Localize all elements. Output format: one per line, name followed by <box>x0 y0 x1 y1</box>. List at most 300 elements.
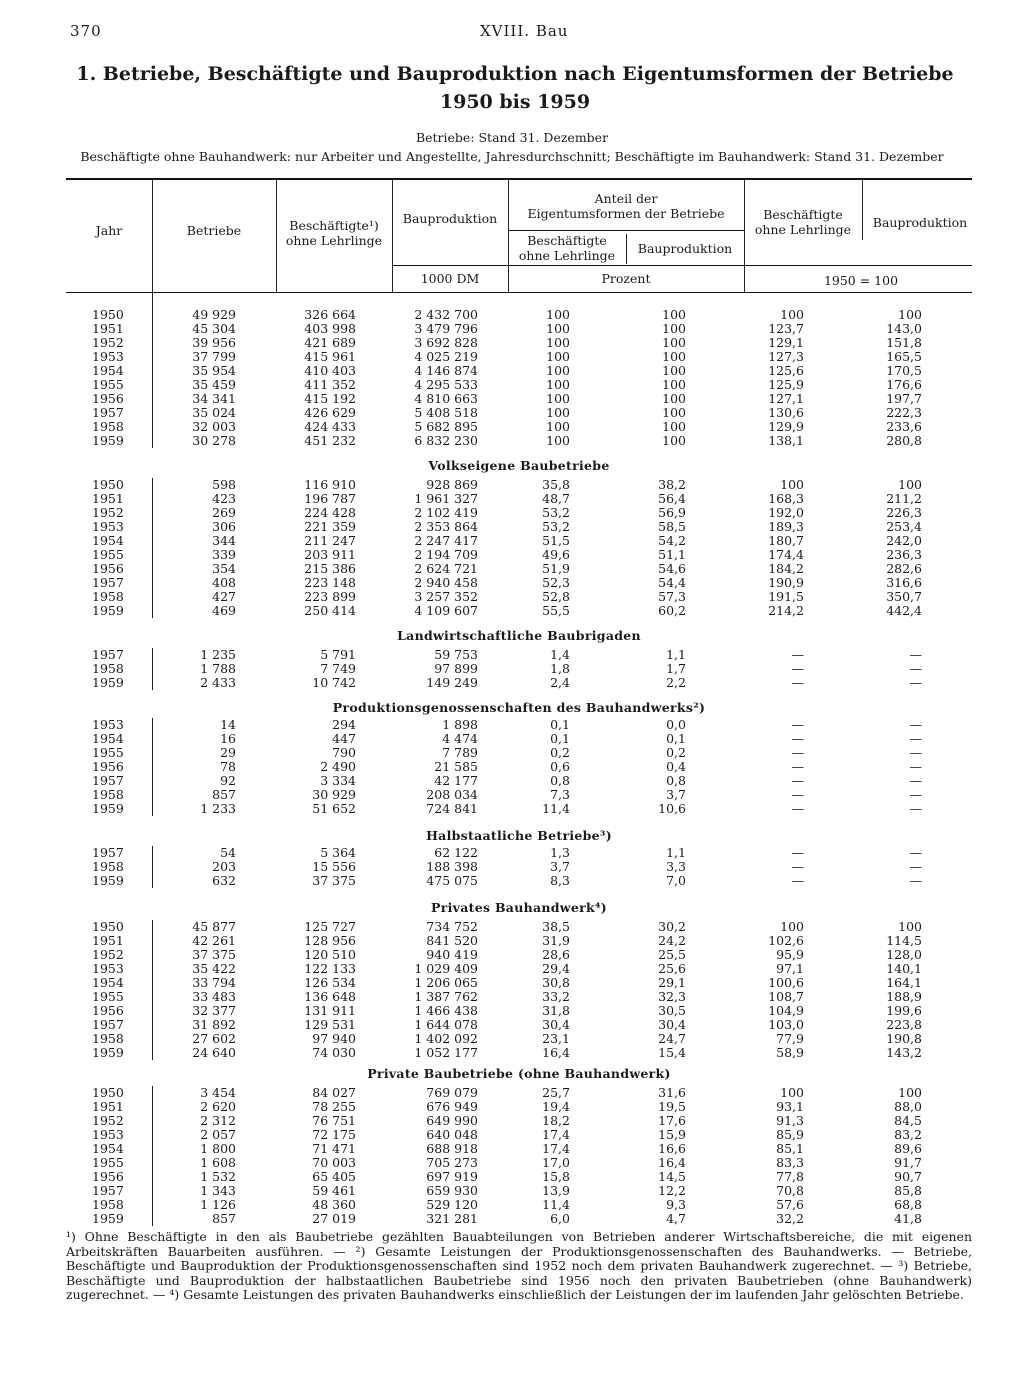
table-cell: 85,8 <box>894 1183 922 1198</box>
table-row <box>66 648 972 662</box>
table-cell: 1 233 <box>200 801 236 816</box>
table-cell: 2 433 <box>200 675 236 690</box>
table-cell: 1955 <box>92 745 124 760</box>
table-cell: 426 629 <box>304 405 356 420</box>
table-cell: 35,8 <box>542 477 570 492</box>
table-row <box>66 1004 972 1018</box>
table-row <box>66 1184 972 1198</box>
section-title: Produktionsgenossenschaften des Bauhandwerks²) <box>332 700 706 715</box>
table-cell: 151,8 <box>886 335 922 350</box>
table-cell: — <box>791 859 804 874</box>
table-row <box>66 1142 972 1156</box>
table-cell: 188 398 <box>426 859 478 874</box>
table-cell: 1957 <box>92 1183 124 1198</box>
table-cell: 126 534 <box>304 975 356 990</box>
table-cell: 5 364 <box>320 845 356 860</box>
table-cell: 4,7 <box>666 1211 686 1226</box>
table-cell: 196 787 <box>304 491 356 506</box>
table-cell: 32,2 <box>776 1211 804 1226</box>
table-cell: 45 304 <box>192 321 236 336</box>
table-cell: 316,6 <box>886 575 922 590</box>
table-cell: — <box>791 759 804 774</box>
vline-2 <box>276 180 277 292</box>
table-cell: 294 <box>332 717 356 732</box>
table-row <box>66 1170 972 1184</box>
table-cell: — <box>791 801 804 816</box>
table-row <box>66 1032 972 1046</box>
table-cell: 192,0 <box>768 505 804 520</box>
table-cell: 93,1 <box>776 1099 804 1114</box>
table-row <box>66 1046 972 1060</box>
table-cell: 31 892 <box>192 1017 236 1032</box>
table-row <box>66 364 972 378</box>
table-cell: 1956 <box>92 759 124 774</box>
table-cell: 1,3 <box>550 845 570 860</box>
page-number: 370 <box>70 22 102 40</box>
table-row <box>66 308 972 322</box>
table-cell: 1956 <box>92 1003 124 1018</box>
table-row <box>66 534 972 548</box>
table-row <box>66 392 972 406</box>
table-cell: 339 <box>212 547 236 562</box>
table-cell: 60,2 <box>658 603 686 618</box>
col-header-idx-besch-l1: Beschäftigte <box>763 207 843 222</box>
table-cell: 92 <box>220 773 236 788</box>
table-cell: 168,3 <box>768 491 804 506</box>
table-cell: 415 192 <box>304 391 356 406</box>
table-cell: 30,4 <box>542 1017 570 1032</box>
table-cell: 10,6 <box>658 801 686 816</box>
table-cell: 326 664 <box>304 307 356 322</box>
table-cell: 9,3 <box>666 1197 686 1212</box>
table-cell: 1958 <box>92 661 124 676</box>
table-cell: 32 377 <box>192 1003 236 1018</box>
table-cell: 940 419 <box>426 947 478 962</box>
table-cell: 1 343 <box>200 1183 236 1198</box>
table-cell: 49,6 <box>542 547 570 562</box>
col-header-idx-besch-l2: ohne Lehrlinge <box>754 222 852 237</box>
table-cell: 33 483 <box>192 989 236 1004</box>
table-cell: 427 <box>212 589 236 604</box>
table-cell: 688 918 <box>426 1141 478 1156</box>
table-cell: 403 998 <box>304 321 356 336</box>
table-cell: 734 752 <box>426 919 478 934</box>
table-cell: 4 025 219 <box>414 349 478 364</box>
table-cell: 56,9 <box>658 505 686 520</box>
table-cell: 1954 <box>92 363 124 378</box>
section-vline <box>152 478 153 618</box>
table-cell: 15,9 <box>658 1127 686 1142</box>
table-cell: 17,4 <box>542 1127 570 1142</box>
table-cell: 1959 <box>92 433 124 448</box>
table-cell: 74 030 <box>312 1045 356 1060</box>
table-cell: 70 003 <box>312 1155 356 1170</box>
table-cell: — <box>909 647 922 662</box>
table-cell: 1954 <box>92 533 124 548</box>
table-cell: 56,4 <box>658 491 686 506</box>
table-row <box>66 1086 972 1100</box>
table-cell: 3 454 <box>200 1085 236 1100</box>
table-cell: 108,7 <box>768 989 804 1004</box>
table-cell: 928 869 <box>426 477 478 492</box>
table-cell: 143,0 <box>886 321 922 336</box>
table-cell: 2 620 <box>200 1099 236 1114</box>
table-cell: 31,8 <box>542 1003 570 1018</box>
table-cell: 2,2 <box>666 675 686 690</box>
section-title: Privates Bauhandwerk⁴) <box>431 900 607 915</box>
table-cell: 0,1 <box>550 731 570 746</box>
table-cell: 350,7 <box>886 589 922 604</box>
table-cell: 17,4 <box>542 1141 570 1156</box>
section-title: Landwirtschaftliche Baubrigaden <box>397 628 641 643</box>
table-row <box>66 846 972 860</box>
table-cell: 120 510 <box>304 947 356 962</box>
table-cell: 100 <box>546 405 570 420</box>
table-cell: 5 682 895 <box>414 419 478 434</box>
table-cell: 1951 <box>92 491 124 506</box>
table-cell: — <box>909 759 922 774</box>
table-cell: — <box>791 773 804 788</box>
page-header <box>70 22 980 42</box>
table-cell: 100 <box>662 419 686 434</box>
table-row <box>66 434 972 448</box>
table-cell: 191,5 <box>768 589 804 604</box>
table-row <box>66 420 972 434</box>
table-cell: 70,8 <box>776 1183 804 1198</box>
table-cell: 28,6 <box>542 947 570 962</box>
vline-3 <box>392 180 393 292</box>
table-cell: 100 <box>546 377 570 392</box>
table-cell: — <box>791 661 804 676</box>
table-cell: 1956 <box>92 561 124 576</box>
table-cell: 1958 <box>92 787 124 802</box>
table-cell: 51,1 <box>658 547 686 562</box>
table-cell: 1958 <box>92 859 124 874</box>
table-row <box>66 1212 972 1226</box>
table-cell: 1959 <box>92 873 124 888</box>
col-header-bauproduktion: Bauproduktion <box>402 211 498 226</box>
table-cell: 100 <box>662 349 686 364</box>
table-cell: 189,3 <box>768 519 804 534</box>
table-cell: 116 910 <box>304 477 356 492</box>
table-cell: 203 <box>212 859 236 874</box>
table-cell: 841 520 <box>426 933 478 948</box>
table-cell: 1951 <box>92 321 124 336</box>
table-cell: — <box>791 845 804 860</box>
col-header-beschaeftigte-l2: ohne Lehrlinge <box>285 233 383 248</box>
table-row <box>66 1018 972 1032</box>
table-cell: 1959 <box>92 603 124 618</box>
table-cell: 51 652 <box>312 801 356 816</box>
table-cell: 3,7 <box>550 859 570 874</box>
table-cell: 123,7 <box>768 321 804 336</box>
table-cell: 203 911 <box>304 547 356 562</box>
table-cell: 54,4 <box>658 575 686 590</box>
table-row <box>66 874 972 888</box>
table-cell: 1953 <box>92 1127 124 1142</box>
table-cell: 14 <box>220 717 236 732</box>
table-cell: 39 956 <box>192 335 236 350</box>
table-cell: 223,8 <box>886 1017 922 1032</box>
table-cell: 1959 <box>92 1211 124 1226</box>
table-cell: 190,9 <box>768 575 804 590</box>
col-header-anteil <box>508 191 744 221</box>
col-header-betriebe: Betriebe <box>186 223 242 238</box>
table-cell: 1955 <box>92 1155 124 1170</box>
table-cell: 71 471 <box>312 1141 356 1156</box>
table-cell: 100 <box>662 377 686 392</box>
table-cell: 208 034 <box>426 787 478 802</box>
table-row <box>66 406 972 420</box>
table-row <box>66 336 972 350</box>
table-cell: 78 255 <box>312 1099 356 1114</box>
table-cell: 30 278 <box>192 433 236 448</box>
table-cell: 1958 <box>92 1197 124 1212</box>
table-row <box>66 478 972 492</box>
table-cell: 13,9 <box>542 1183 570 1198</box>
data-table-section <box>66 308 972 448</box>
table-cell: 15,8 <box>542 1169 570 1184</box>
table-cell: 1950 <box>92 919 124 934</box>
footnotes: ¹) Ohne Beschäftigte in den als Baubetriebe gezählten Bauabteilungen von Betrieben anderer Wirtschaftsbereiche, die mit eigenen Arbeitskräften Bauarbeiten ausführen. — ²) Gesamte Leistungen der Produktionsgenossenschaften des Bauhandwerks. — Betriebe, Beschäftigte und Bauproduktion der Produktionsgenossenschaften sind 1952 noch dem privaten Bauhandwerk zugerechnet. — ³) Betriebe, Beschäftigte und Bauproduktion der halbstaatlichen Baubetriebe sind 1956 noch den privaten Baubetrieben (ohne Bauhandwerk) zugerechnet. — ⁴) Gesamte Leistungen des privaten Bauhandwerks einschließlich der Leistungen der im laufenden Jahr gelöschten Betriebe. <box>66 1229 972 1302</box>
table-cell: 1954 <box>92 1141 124 1156</box>
table-cell: 1953 <box>92 519 124 534</box>
table-cell: 57,6 <box>776 1197 804 1212</box>
data-table-section <box>66 1086 972 1226</box>
table-cell: 1957 <box>92 647 124 662</box>
table-cell: 125,9 <box>768 377 804 392</box>
table-cell: 1957 <box>92 405 124 420</box>
table-cell: 410 403 <box>304 363 356 378</box>
table-cell: 27 602 <box>192 1031 236 1046</box>
table-cell: 16,6 <box>658 1141 686 1156</box>
table-cell: 103,0 <box>768 1017 804 1032</box>
table-cell: 3,7 <box>666 787 686 802</box>
table-cell: 15 556 <box>312 859 356 874</box>
table-cell: 25,5 <box>658 947 686 962</box>
table-cell: 469 <box>212 603 236 618</box>
table-row <box>66 562 972 576</box>
table-cell: 24,7 <box>658 1031 686 1046</box>
table-cell: 21 585 <box>434 759 478 774</box>
table-cell: 78 <box>220 759 236 774</box>
table-cell: 59 461 <box>312 1183 356 1198</box>
table-cell: 23,1 <box>542 1031 570 1046</box>
table-cell: 149 249 <box>426 675 478 690</box>
table-row <box>66 732 972 746</box>
table-cell: 190,8 <box>886 1031 922 1046</box>
table-cell: 529 120 <box>426 1197 478 1212</box>
table-cell: 91,7 <box>894 1155 922 1170</box>
table-cell: 250 414 <box>304 603 356 618</box>
table-cell: 54 <box>220 845 236 860</box>
subtitle-line2: Beschäftigte ohne Bauhandwerk: nur Arbeiter und Angestellte, Jahresdurchschnitt; Beschäftigte im Bauhandwerk: Stand 31. Dezember <box>80 149 944 164</box>
table-cell: 85,1 <box>776 1141 804 1156</box>
table-cell: 129,1 <box>768 335 804 350</box>
table-cell: 53,2 <box>542 519 570 534</box>
table-cell: 104,9 <box>768 1003 804 1018</box>
table-cell: 1953 <box>92 349 124 364</box>
table-cell: 7,0 <box>666 873 686 888</box>
table-cell: 68,8 <box>894 1197 922 1212</box>
table-cell: 42 261 <box>192 933 236 948</box>
table-cell: 0,2 <box>550 745 570 760</box>
unit-1000dm: 1000 DM <box>420 271 480 286</box>
table-cell: 421 689 <box>304 335 356 350</box>
table-cell: 1959 <box>92 801 124 816</box>
table-cell: 1952 <box>92 335 124 350</box>
table-cell: 100 <box>662 391 686 406</box>
table-cell: 724 841 <box>426 801 478 816</box>
table-cell: 0,8 <box>666 773 686 788</box>
table-cell: 1,4 <box>550 647 570 662</box>
table-cell: 1951 <box>92 933 124 948</box>
table-cell: 30,4 <box>658 1017 686 1032</box>
table-cell: 83,3 <box>776 1155 804 1170</box>
table-cell: 790 <box>332 745 356 760</box>
table-cell: 29,1 <box>658 975 686 990</box>
table-cell: 76 751 <box>312 1113 356 1128</box>
table-cell: 659 930 <box>426 1183 478 1198</box>
table-cell: 632 <box>212 873 236 888</box>
table-cell: 54,2 <box>658 533 686 548</box>
table-cell: 25,6 <box>658 961 686 976</box>
table-cell: 242,0 <box>886 533 922 548</box>
table-cell: 127,3 <box>768 349 804 364</box>
table-cell: 128,0 <box>886 947 922 962</box>
anteil-subrule <box>508 230 744 231</box>
table-cell: 12,2 <box>658 1183 686 1198</box>
table-cell: 85,9 <box>776 1127 804 1142</box>
table-cell: 100 <box>780 1085 804 1100</box>
table-cell: 100 <box>546 433 570 448</box>
table-cell: 100,6 <box>768 975 804 990</box>
table-row <box>66 990 972 1004</box>
table-cell: 197,7 <box>886 391 922 406</box>
table-cell: 1,7 <box>666 661 686 676</box>
table-cell: 53,2 <box>542 505 570 520</box>
table-cell: 100 <box>780 919 804 934</box>
table-row <box>66 1198 972 1212</box>
table-cell: 451 232 <box>304 433 356 448</box>
table-cell: 3,3 <box>666 859 686 874</box>
table-cell: 1 029 409 <box>414 961 478 976</box>
data-table-section <box>66 648 972 690</box>
table-cell: 3 479 796 <box>414 321 478 336</box>
table-cell: 769 079 <box>426 1085 478 1100</box>
table-cell: 100 <box>898 307 922 322</box>
section-vline <box>152 718 153 816</box>
table-cell: 88,0 <box>894 1099 922 1114</box>
table-row <box>66 1128 972 1142</box>
table-cell: 122 133 <box>304 961 356 976</box>
table-cell: 705 273 <box>426 1155 478 1170</box>
table-cell: — <box>909 845 922 860</box>
table-cell: — <box>791 647 804 662</box>
table-row <box>66 760 972 774</box>
table-cell: 11,4 <box>542 1197 570 1212</box>
table-cell: 226,3 <box>886 505 922 520</box>
table-row <box>66 860 972 874</box>
table-row <box>66 590 972 604</box>
table-cell: 188,9 <box>886 989 922 1004</box>
table-row <box>66 604 972 618</box>
table-cell: 170,5 <box>886 363 922 378</box>
table-cell: 0,1 <box>550 717 570 732</box>
table-cell: 2 057 <box>200 1127 236 1142</box>
table-cell: 3 334 <box>320 773 356 788</box>
table-cell: 1950 <box>92 307 124 322</box>
table-cell: 6 832 230 <box>414 433 478 448</box>
table-cell: 640 048 <box>426 1127 478 1142</box>
table-cell: 2 353 864 <box>414 519 478 534</box>
table-cell: 1954 <box>92 975 124 990</box>
table-cell: 1954 <box>92 731 124 746</box>
table-cell: 45 877 <box>192 919 236 934</box>
table-cell: 51,5 <box>542 533 570 548</box>
table-cell: 58,5 <box>658 519 686 534</box>
table-cell: 72 175 <box>312 1127 356 1142</box>
table-cell: 18,2 <box>542 1113 570 1128</box>
table-cell: 49 929 <box>192 307 236 322</box>
table-cell: 0,0 <box>666 717 686 732</box>
table-cell: 131 911 <box>304 1003 356 1018</box>
table-cell: 32 003 <box>192 419 236 434</box>
vline-4 <box>508 180 509 292</box>
table-cell: 89,6 <box>894 1141 922 1156</box>
table-cell: 598 <box>212 477 236 492</box>
table-cell: 282,6 <box>886 561 922 576</box>
table-cell: 224 428 <box>304 505 356 520</box>
table-cell: 127,1 <box>768 391 804 406</box>
table-cell: 102,6 <box>768 933 804 948</box>
table-cell: 7 749 <box>320 661 356 676</box>
table-row <box>66 976 972 990</box>
table-cell: 1 644 078 <box>414 1017 478 1032</box>
table-cell: 1958 <box>92 1031 124 1046</box>
table-cell: 100 <box>546 335 570 350</box>
table-cell: 77,8 <box>776 1169 804 1184</box>
table-cell: — <box>909 661 922 676</box>
header-bottom-rule <box>66 292 972 293</box>
table-cell: 62 122 <box>434 845 478 860</box>
table-cell: 1958 <box>92 419 124 434</box>
table-row <box>66 774 972 788</box>
table-cell: 31,6 <box>658 1085 686 1100</box>
table-cell: 1957 <box>92 575 124 590</box>
table-cell: 129 531 <box>304 1017 356 1032</box>
table-cell: 176,6 <box>886 377 922 392</box>
table-cell: 27 019 <box>312 1211 356 1226</box>
table-cell: 54,6 <box>658 561 686 576</box>
col-header-jahr: Jahr <box>95 223 123 238</box>
col-header-anteil-l2: Eigentumsformen der Betriebe <box>527 206 725 221</box>
table-cell: 138,1 <box>768 433 804 448</box>
table-cell: 1,1 <box>666 845 686 860</box>
col-header-anteil-bauproduktion: Bauproduktion <box>637 241 733 256</box>
table-cell: 1 800 <box>200 1141 236 1156</box>
table-cell: 1953 <box>92 961 124 976</box>
col-header-beschaeftigte <box>276 218 392 248</box>
table-cell: 1 052 177 <box>414 1045 478 1060</box>
table-cell: 7,3 <box>550 787 570 802</box>
table-cell: 136 648 <box>304 989 356 1004</box>
table-cell: 184,2 <box>768 561 804 576</box>
table-row <box>66 948 972 962</box>
table-row <box>66 492 972 506</box>
chapter-title: XVIII. Bau <box>480 22 569 40</box>
table-row <box>66 350 972 364</box>
